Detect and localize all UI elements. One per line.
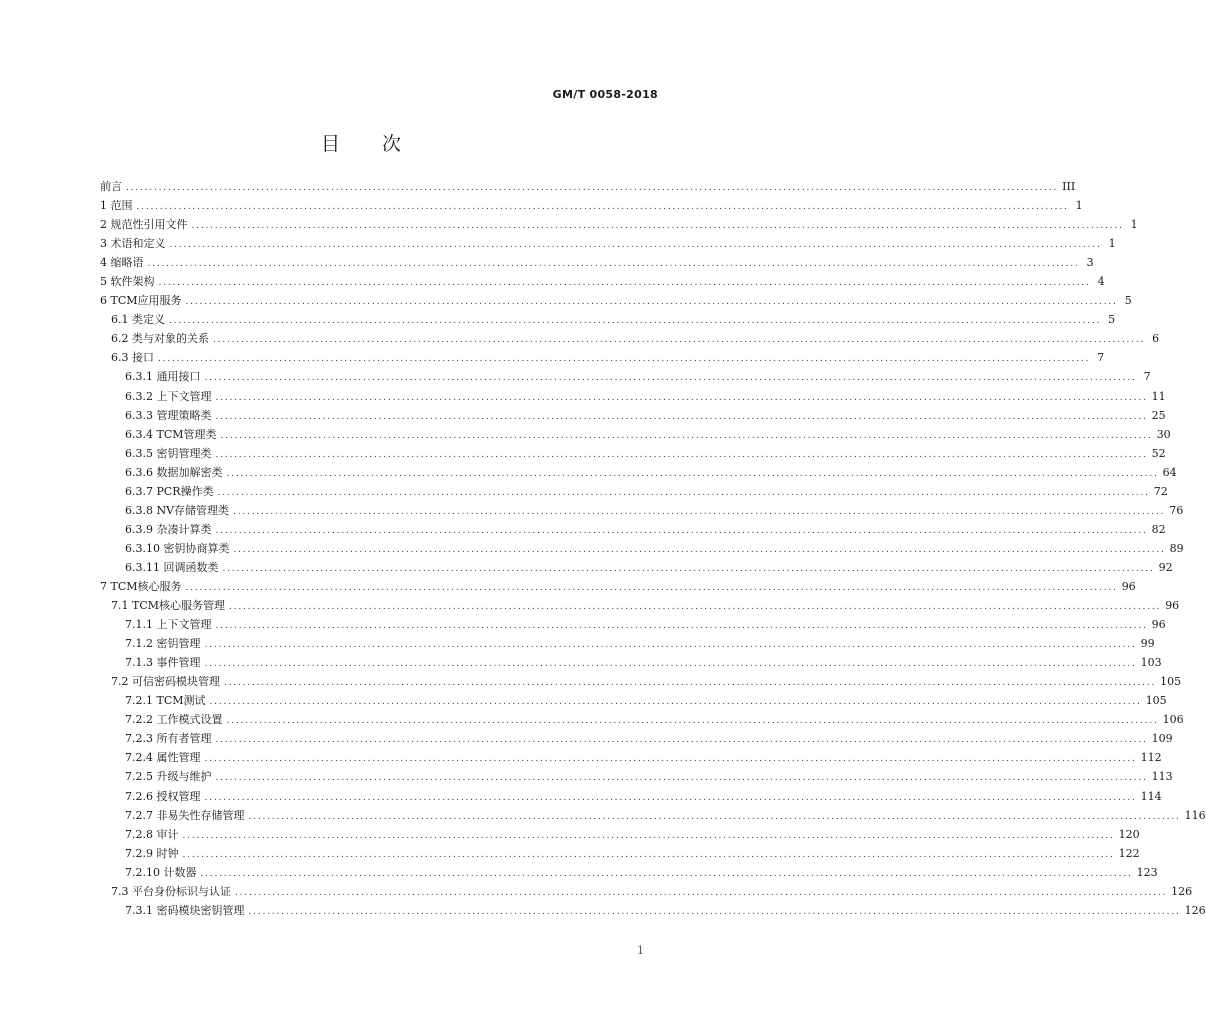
toc-entry[interactable]: [100, 558, 1173, 577]
toc-entry-page: 3: [1086, 256, 1094, 270]
dot-leader: ........................................................................................................................................................................................................: [204, 754, 1137, 765]
toc-entry[interactable]: [100, 901, 1206, 920]
toc-entry[interactable]: [100, 710, 1184, 729]
dot-leader: ........................................................................................................................................................................................................: [229, 602, 1162, 613]
toc-entry-page: 25: [1151, 408, 1166, 422]
dot-leader: ........................................................................................................................................................................................................: [147, 259, 1080, 270]
toc-entry-page: 105: [1160, 675, 1182, 689]
toc-entry-page: 116: [1184, 808, 1206, 822]
dot-leader: ........................................................................................................................................................................................................: [226, 716, 1159, 727]
toc-entry-label: 7.2.1 TCM测试: [125, 694, 206, 708]
toc-entry-label: 6.3.8 NV存储管理类: [125, 503, 230, 517]
toc-entry-label: 6.3.1 通用接口: [125, 370, 201, 384]
toc-entry-label: 7.3.1 密码模块密钥管理: [125, 903, 245, 917]
toc-entry[interactable]: [100, 748, 1162, 767]
toc-entry[interactable]: [100, 539, 1184, 558]
toc-entry-page: 105: [1145, 694, 1167, 708]
dot-leader: ........................................................................................................................................................................................................: [126, 183, 1059, 193]
toc-entry-label: 7.2.7 非易失性存储管理: [125, 808, 245, 822]
toc-entry-page: III: [1062, 180, 1076, 193]
dot-leader: ........................................................................................................................................................................................................: [215, 773, 1148, 784]
toc-entry-page: 7: [1143, 370, 1151, 384]
toc-entry-label: 7.2.2 工作模式设置: [125, 713, 223, 727]
toc-entry-page: 123: [1136, 865, 1158, 879]
title-char-right: 次: [382, 133, 404, 155]
dot-leader: ........................................................................................................................................................................................................: [248, 811, 1181, 822]
toc-entry[interactable]: [100, 729, 1173, 748]
toc-entry-label: 6.3.10 密钥协商算类: [125, 541, 230, 555]
dot-leader: ........................................................................................................................................................................................................: [217, 487, 1150, 498]
toc-entry-label: 6.3.11 回调函数类: [125, 560, 219, 574]
toc-entry-page: 126: [1184, 903, 1206, 917]
toc-entry-page: 1: [1108, 237, 1116, 251]
toc-entry-page: 120: [1118, 827, 1140, 841]
toc-entry-page: 76: [1169, 503, 1184, 517]
toc-entry-label: 前言: [100, 180, 122, 193]
toc-entry-label: 3 术语和定义: [100, 237, 166, 251]
dot-leader: ........................................................................................................................................................................................................: [213, 335, 1146, 346]
toc-entry-label: 7.2.6 授权管理: [125, 789, 201, 803]
toc-entry-page: 7: [1097, 351, 1105, 365]
toc-entry-page: 92: [1158, 560, 1173, 574]
toc-entry-page: 89: [1169, 541, 1184, 555]
dot-leader: ........................................................................................................................................................................................................: [200, 868, 1133, 879]
toc-entry[interactable]: [100, 367, 1151, 386]
toc-entry[interactable]: [100, 272, 1105, 291]
dot-leader: ........................................................................................................................................................................................................: [215, 621, 1148, 632]
toc-entry[interactable]: [100, 348, 1105, 367]
toc-entry[interactable]: [100, 406, 1166, 425]
toc-entry-page: 99: [1140, 637, 1155, 651]
toc-entry-label: 6.3.9 杂凑计算类: [125, 522, 212, 536]
dot-leader: ........................................................................................................................................................................................................: [204, 792, 1137, 803]
toc-entry-page: 30: [1156, 427, 1171, 441]
dot-leader: ........................................................................................................................................................................................................: [204, 640, 1137, 651]
toc-entry-page: 5: [1124, 294, 1132, 308]
toc-entry[interactable]: [100, 329, 1160, 348]
dot-leader: ........................................................................................................................................................................................................: [185, 582, 1118, 593]
toc-entry-page: 106: [1162, 713, 1184, 727]
dot-leader: ........................................................................................................................................................................................................: [215, 411, 1148, 422]
toc-entry-label: 7.2.5 升级与维护: [125, 770, 212, 784]
dot-leader: ........................................................................................................................................................................................................: [209, 697, 1142, 708]
toc-entry-label: 7.2.9 时钟: [125, 846, 179, 860]
dot-leader: ........................................................................................................................................................................................................: [158, 278, 1091, 289]
toc-entry-label: 7 TCM核心服务: [100, 579, 182, 593]
dot-leader: ........................................................................................................................................................................................................: [233, 506, 1166, 517]
toc-entry-page: 64: [1162, 465, 1177, 479]
dot-leader: ........................................................................................................................................................................................................: [158, 354, 1091, 365]
toc-entry[interactable]: [100, 882, 1193, 901]
toc-entry-label: 7.2.10 计数器: [125, 865, 197, 879]
toc-entry[interactable]: [100, 806, 1206, 825]
toc-entry[interactable]: [100, 634, 1155, 653]
toc-entry-page: 96: [1121, 579, 1136, 593]
toc-entry-page: 113: [1151, 770, 1173, 784]
toc-entry[interactable]: [100, 672, 1182, 691]
toc-entry[interactable]: [100, 177, 1076, 196]
toc-entry-label: 7.1.2 密钥管理: [125, 637, 201, 651]
page-number: 1: [637, 944, 644, 957]
dot-leader: ........................................................................................................................................................................................................: [233, 544, 1166, 555]
toc-entry-page: 1: [1130, 218, 1138, 232]
dot-leader: ........................................................................................................................................................................................................: [169, 240, 1102, 251]
toc-entry-label: 6.3 接口: [111, 351, 154, 365]
dot-leader: ........................................................................................................................................................................................................: [182, 830, 1115, 841]
toc-entry[interactable]: [100, 596, 1180, 615]
toc-entry-label: 2 规范性引用文件: [100, 218, 188, 232]
dot-leader: ........................................................................................................................................................................................................: [185, 297, 1118, 308]
toc-entry-page: 82: [1151, 522, 1166, 536]
toc-entry-label: 4 缩略语: [100, 256, 144, 270]
toc-entry-page: 96: [1165, 599, 1180, 613]
toc-entry-page: 122: [1118, 846, 1140, 860]
toc-entry[interactable]: [100, 863, 1158, 882]
toc-entry-page: 11: [1151, 389, 1166, 403]
toc-entry[interactable]: [100, 615, 1166, 634]
toc-entry-label: 6.3.5 密钥管理类: [125, 446, 212, 460]
toc-entry-label: 7.2.3 所有者管理: [125, 732, 212, 746]
toc-entry-label: 5 软件架构: [100, 275, 155, 289]
toc-entry-label: 7.2 可信密码模块管理: [111, 675, 220, 689]
toc-entry-page: 4: [1097, 275, 1105, 289]
toc-entry-label: 6.3.6 数据加解密类: [125, 465, 223, 479]
toc-entry[interactable]: [100, 577, 1136, 596]
dot-leader: ........................................................................................................................................................................................................: [215, 525, 1148, 536]
toc-entry[interactable]: [100, 482, 1168, 501]
toc-entry-label: 6.3.4 TCM管理类: [125, 427, 217, 441]
page-title: [0, 129, 724, 156]
dot-leader: ........................................................................................................................................................................................................: [169, 316, 1102, 327]
toc-entry-page: 96: [1151, 618, 1166, 632]
toc-entry[interactable]: [100, 310, 1116, 329]
toc-entry-label: 1 范围: [100, 199, 133, 213]
toc-entry-label: 6.3.7 PCR操作类: [125, 484, 214, 498]
toc-entry-label: 6 TCM应用服务: [100, 294, 182, 308]
toc-entry[interactable]: [100, 234, 1116, 253]
toc-entry[interactable]: [100, 387, 1166, 406]
toc-entry-page: 52: [1151, 446, 1166, 460]
dot-leader: ........................................................................................................................................................................................................: [222, 563, 1155, 574]
toc-entry-label: 7.3 平台身份标识与认证: [111, 884, 231, 898]
toc-entry-label: 6.3.2 上下文管理: [125, 389, 212, 403]
toc-entry-page: 1: [1075, 199, 1083, 213]
toc-entry-label: 7.2.8 审计: [125, 827, 179, 841]
dot-leader: ........................................................................................................................................................................................................: [248, 906, 1181, 917]
toc-entry-page: 109: [1151, 732, 1173, 746]
toc-entry-label: 7.1.3 事件管理: [125, 656, 201, 670]
toc-entry-page: 5: [1108, 313, 1116, 327]
dot-leader: ........................................................................................................................................................................................................: [215, 735, 1148, 746]
toc-entry[interactable]: [100, 463, 1177, 482]
toc-entry[interactable]: [100, 425, 1171, 444]
dot-leader: ........................................................................................................................................................................................................: [204, 659, 1137, 670]
toc-entry[interactable]: [100, 291, 1132, 310]
toc-entry-label: 6.2 类与对象的关系: [111, 332, 209, 346]
toc-entry[interactable]: [100, 653, 1162, 672]
toc-entry[interactable]: [100, 501, 1184, 520]
toc-entry-label: 6.1 类定义: [111, 313, 165, 327]
toc-entry-label: 7.1 TCM核心服务管理: [111, 599, 226, 613]
toc-entry-page: 103: [1140, 656, 1162, 670]
dot-leader: ........................................................................................................................................................................................................: [226, 468, 1159, 479]
toc-entry[interactable]: [100, 844, 1140, 863]
table-of-contents: [100, 177, 1206, 920]
standard-code: GM/T 0058-2018: [552, 88, 658, 101]
dot-leader: ........................................................................................................................................................................................................: [235, 887, 1168, 898]
dot-leader: ........................................................................................................................................................................................................: [220, 430, 1153, 441]
toc-entry[interactable]: [100, 520, 1166, 539]
dot-leader: ........................................................................................................................................................................................................: [215, 392, 1148, 403]
toc-entry-page: 126: [1171, 884, 1193, 898]
toc-entry-label: 6.3.3 管理策略类: [125, 408, 212, 422]
toc-entry[interactable]: [100, 825, 1140, 844]
dot-leader: ........................................................................................................................................................................................................: [224, 678, 1157, 689]
dot-leader: ........................................................................................................................................................................................................: [136, 202, 1069, 213]
toc-entry-label: 7.2.4 属性管理: [125, 751, 201, 765]
toc-entry[interactable]: [100, 215, 1138, 234]
toc-entry-page: 72: [1153, 484, 1168, 498]
dot-leader: ........................................................................................................................................................................................................: [182, 849, 1115, 860]
toc-entry-page: 112: [1140, 751, 1162, 765]
toc-entry[interactable]: [100, 691, 1167, 710]
toc-entry[interactable]: [100, 253, 1094, 272]
toc-entry[interactable]: [100, 767, 1173, 786]
toc-entry[interactable]: [100, 196, 1083, 215]
toc-entry[interactable]: [100, 787, 1162, 806]
toc-entry-label: 7.1.1 上下文管理: [125, 618, 212, 632]
dot-leader: ........................................................................................................................................................................................................: [204, 373, 1137, 384]
toc-entry[interactable]: [100, 444, 1166, 463]
toc-entry-page: 114: [1140, 789, 1162, 803]
title-char-left: 目: [320, 133, 342, 155]
toc-entry-page: 6: [1152, 332, 1160, 346]
dot-leader: ........................................................................................................................................................................................................: [191, 221, 1124, 232]
dot-leader: ........................................................................................................................................................................................................: [215, 449, 1148, 460]
